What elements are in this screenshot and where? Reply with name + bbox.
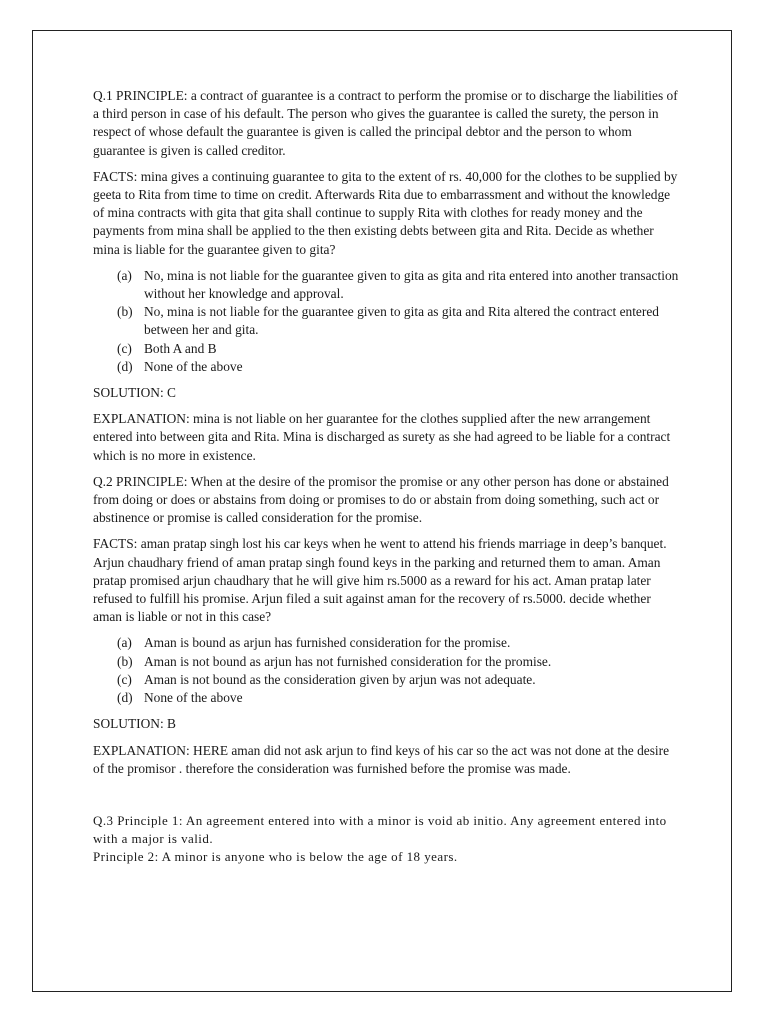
q2-solution: SOLUTION: B <box>93 716 176 732</box>
q2-option-a-text: Aman is bound as arjun has furnished consideration for the promise. <box>144 635 511 651</box>
q1-option-d-text: None of the above <box>144 358 243 374</box>
q2-option-c-letter: (c) <box>117 671 132 687</box>
q2-option-c <box>117 671 683 689</box>
q2-options <box>93 634 683 707</box>
q2-option-b <box>117 653 683 671</box>
q1-option-c-letter: (c) <box>117 340 132 356</box>
q1-option-a <box>117 267 683 303</box>
q2-option-a <box>117 634 683 652</box>
q3-principle-2: Principle 2: A minor is anyone who is below the age of 18 years. <box>93 849 458 865</box>
q1-option-a-letter: (a) <box>117 267 132 283</box>
q1-option-c-text: Both A and B <box>144 340 217 356</box>
q3-principle-1: Q.3 Principle 1: An agreement entered into with a minor is void ab initio. Any agreement entered into with a major is valid. <box>93 812 667 847</box>
q2-option-b-letter: (b) <box>117 653 133 669</box>
q1-options <box>93 267 683 376</box>
q1-option-d-letter: (d) <box>117 358 133 374</box>
q2-option-d-text: None of the above <box>144 690 243 706</box>
document-content <box>93 87 683 867</box>
q1-option-d <box>117 358 683 376</box>
q2-option-d-letter: (d) <box>117 690 133 706</box>
q2-principle: Q.2 PRINCIPLE: When at the desire of the promisor the promise or any other person has done or abstained from doing or does or abstains from doing or promises to do or abstain from doing something, such act or abstinence or promise is called consideration for the promise. <box>93 473 669 526</box>
q1-principle: Q.1 PRINCIPLE: a contract of guarantee is a contract to perform the promise or to discharge the liabilities of a third person in case of his default. The person who gives the guarantee is called the surety, the person in respect of whose default the guarantee is given is called the principal debtor and the person to whom guarantee is given is called creditor. <box>93 88 678 158</box>
q1-option-b-letter: (b) <box>117 304 133 320</box>
q2-explanation: EXPLANATION: HERE aman did not ask arjun to find keys of his car so the act was not done at the desire of the promisor . therefore the consideration was furnished before the promise was made. <box>93 742 670 776</box>
q1-option-c <box>117 340 683 358</box>
q1-option-b <box>117 303 683 339</box>
q1-explanation: EXPLANATION: mina is not liable on her guarantee for the clothes supplied after the new arrangement entered into between gita and Rita. Mina is discharged as surety as she had agreed to be liable for a contract which is no more in existence. <box>93 411 671 463</box>
section-spacer <box>93 786 683 812</box>
q2-facts: FACTS: aman pratap singh lost his car keys when he went to attend his friends marriage in deep’s banquet. Arjun chaudhary friend of aman pratap singh found keys in the parking and returned them to aman. Aman pratap promised arjun chaudhary that he will give him rs.5000 as a reward for his act. Aman pratap later refused to fulfill his promise. Arjun filed a suit against aman for the recovery of rs.5000. decide whether aman is liable or not in this case? <box>93 536 667 625</box>
q2-option-c-text: Aman is not bound as the consideration given by arjun was not adequate. <box>144 671 536 687</box>
q1-solution: SOLUTION: C <box>93 385 176 401</box>
q1-facts: FACTS: mina gives a continuing guarantee to gita to the extent of rs. 40,000 for the clothes to be supplied by geeta to Rita from time to time on credit. Afterwards Rita due to embarrassment and without the knowledge of mina contracts with gita that gita shall continue to supply Rita with clothes for ready money and the payments from mina shall be applied to the then existing debts between gita and Rita. Decide as whether mina is liable for the guarantee given to gita? <box>93 168 678 257</box>
q1-option-b-text: No, mina is not liable for the guarantee given to gita as gita and Rita altered the contract entered between her and gita. <box>144 304 659 338</box>
q2-option-a-letter: (a) <box>117 635 132 651</box>
q2-option-b-text: Aman is not bound as arjun has not furnished consideration for the promise. <box>144 653 552 669</box>
q2-option-d <box>117 689 683 707</box>
q1-option-a-text: No, mina is not liable for the guarantee given to gita as gita and rita entered into another transaction without her knowledge and approval. <box>144 267 679 302</box>
